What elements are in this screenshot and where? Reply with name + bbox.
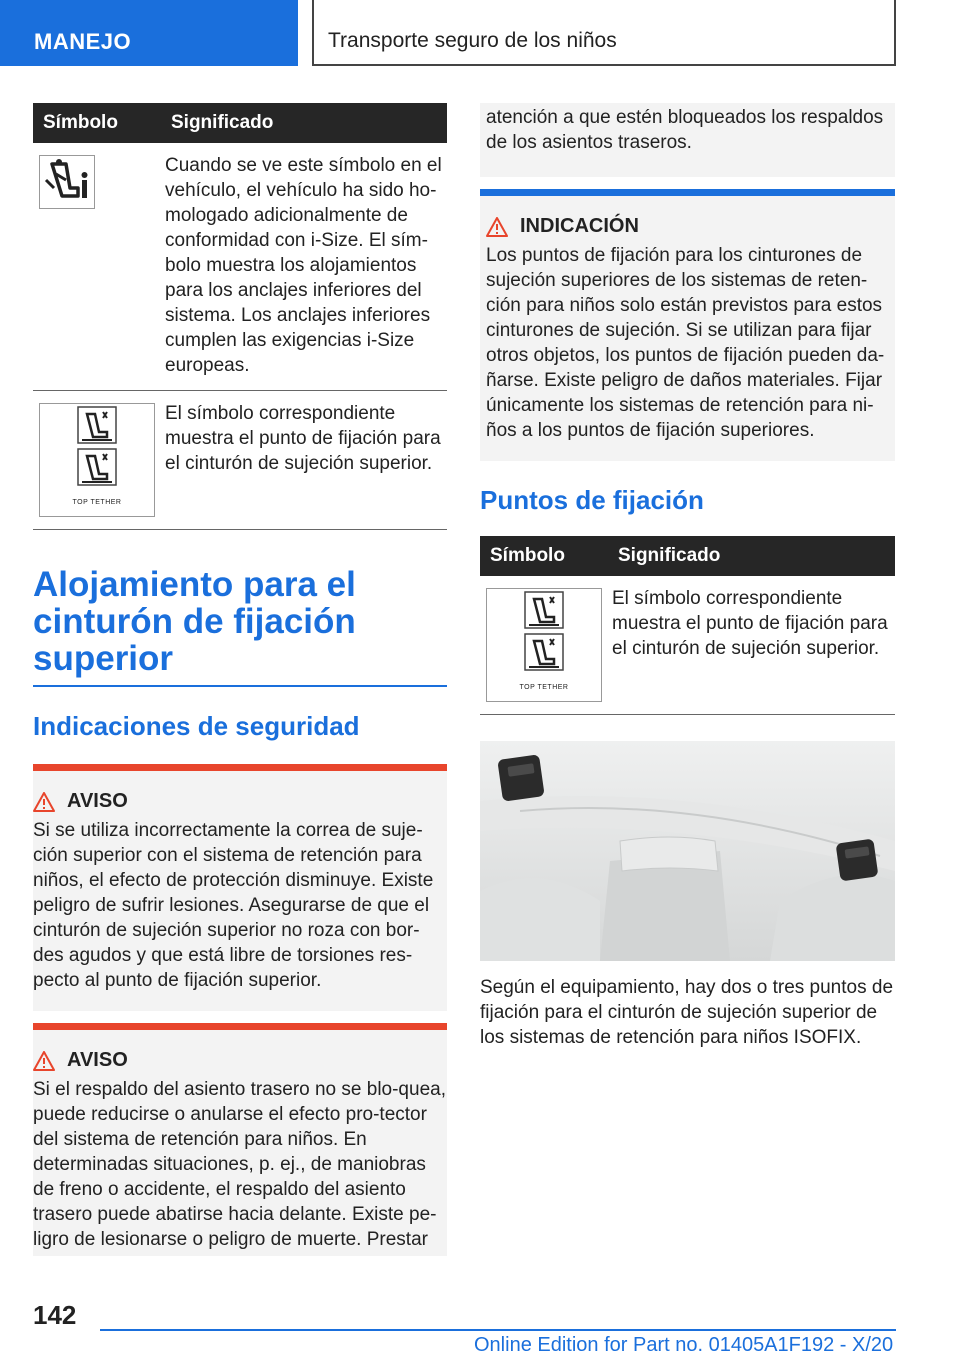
warning-triangle-icon — [486, 217, 508, 237]
section2-title: Puntos de fijación — [480, 485, 704, 515]
top-tether-icon — [486, 588, 602, 702]
section-label: MANEJO — [34, 29, 132, 54]
warning-text: atención a que estén bloqueados los respaldos de los asientos traseros. — [486, 107, 884, 153]
warning-box-continued — [480, 103, 895, 177]
indication-box — [480, 189, 895, 461]
seat-anchor-photo — [480, 741, 895, 961]
chapter-header — [312, 0, 896, 66]
warning-box — [33, 764, 447, 1011]
section-tab — [0, 0, 298, 66]
table-cell-meaning: El símbolo correspondiente muestra el punto de fijación para el cinturón de sujeción superior. — [608, 576, 895, 715]
warning-bar — [33, 1023, 447, 1030]
footer-text: Online Edition for Part no. 01405A1F192 - X/20 — [474, 1334, 894, 1356]
chapter-title: Transporte seguro de los niños — [328, 29, 617, 52]
warning-box — [33, 1023, 447, 1256]
table-row — [480, 576, 895, 715]
table-header-symbol: Símbolo — [480, 536, 608, 576]
warning-triangle-icon — [33, 1051, 55, 1071]
subsection-title: Indicaciones de seguridad — [33, 711, 360, 741]
indication-bar — [480, 189, 895, 196]
isize-seat-icon — [39, 155, 95, 209]
top-tether-icon — [39, 403, 155, 517]
section-title: Alojamiento para el cinturón de fijación superior — [33, 566, 447, 687]
symbol-table — [33, 103, 447, 530]
left-column — [33, 103, 447, 1256]
warning-title: AVISO — [67, 790, 128, 812]
table-header-symbol: Símbolo — [33, 103, 161, 143]
warning-bar — [33, 764, 447, 771]
indication-text: Los puntos de fijación para los cinturones de sujeción superiores de los sistemas de reten-ción para niños solo están previstos para estos cinturones de sujeción. Si se utilizan para fijar otros objetos, los puntos de fijación pueden da-ñarse. Existe peligro de daños materiales. Fijar únicamente los sistemas de retención para ni-ños a los puntos de fijación superiores. — [486, 245, 885, 441]
icon-caption: TOP TETHER — [519, 683, 569, 691]
table-cell-meaning: Cuando se ve este símbolo en el vehículo, el vehículo ha sido ho-mologado adicionalmente de conformidad con i-Size. El sím-bolo muestra los alojamientos para los anclajes inferiores del sistema. Los anclajes inferiores cumplen las exigencias i-Size europeas. — [161, 143, 447, 391]
table-header-meaning: Significado — [608, 536, 895, 576]
warning-text: Si el respaldo del asiento trasero no se blo-quea, puede reducirse o anularse el efecto pro-tector del sistema de retención para niños. En determinadas situaciones, p. ej., de maniobras de freno o accidente, el respaldo del asiento trasero puede abatirse hacia delante. Existe pe-ligro de lesionarse o peligro de muerte. Prestar — [33, 1079, 446, 1250]
symbol-table — [480, 536, 895, 715]
warning-title: AVISO — [67, 1049, 128, 1071]
table-row — [33, 391, 447, 530]
table-cell-meaning: El símbolo correspondiente muestra el punto de fijación para el cinturón de sujeción superior. — [161, 391, 447, 530]
right-column — [480, 103, 895, 1050]
footer-divider — [100, 1329, 896, 1331]
table-header-meaning: Significado — [161, 103, 447, 143]
warning-triangle-icon — [33, 792, 55, 812]
icon-caption: TOP TETHER — [72, 498, 122, 506]
page-number: 142 — [33, 1300, 77, 1330]
indication-title: INDICACIÓN — [520, 215, 639, 237]
warning-text: Si se utiliza incorrectamente la correa de suje-ción superior con el sistema de retención para niños, el efecto de protección disminuye. Existe peligro de sufrir lesiones. Asegurarse de que el cinturón de sujeción superior no roza con bor-des agudos y que está libre de torsiones res-pecto al punto de fijación superior. — [33, 820, 434, 991]
photo-caption: Según el equipamiento, hay dos o tres puntos de fijación para el cinturón de sujeción superior de los sistemas de retención para niños ISOFIX. — [480, 977, 894, 1048]
table-row — [33, 143, 447, 391]
